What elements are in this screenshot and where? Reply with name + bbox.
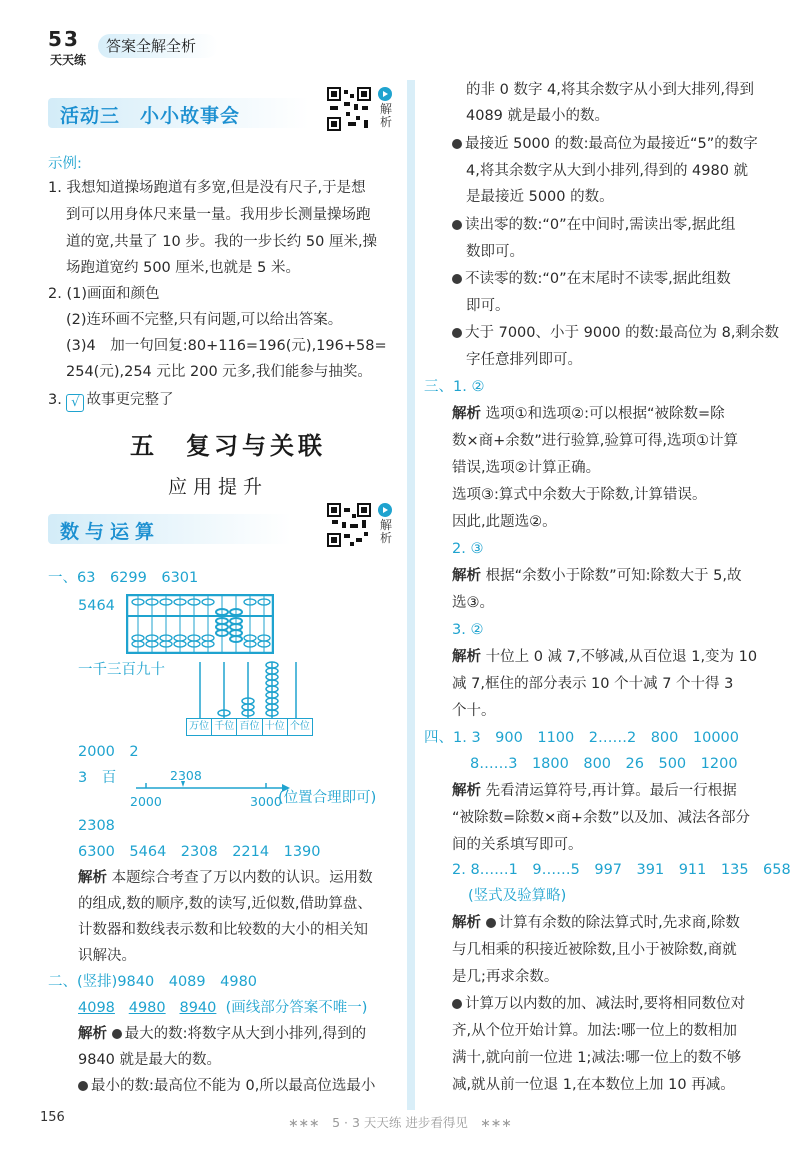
r-line5: 是最接近 5000 的数。 (466, 189, 614, 205)
s2-analysis-line2: 9840 就是最大的数。 (78, 1052, 222, 1068)
svg-text:5: 5 (48, 27, 62, 51)
s4-ana2-line1 (452, 913, 740, 933)
s2-line1 (48, 972, 257, 992)
subtitle: 应用提升 (168, 476, 269, 498)
footer-slogan: ∗∗∗ 5 · 3 天天练 进步看得见 ∗∗∗ (288, 1115, 512, 1130)
counter-label-wan: 万位 (187, 719, 212, 735)
bulb-icon (486, 918, 496, 928)
s3-ana1-line1 (452, 404, 725, 424)
counter-label-qian: 千位 (212, 719, 237, 735)
bulb-icon (452, 220, 462, 230)
s4-q1-row1 (424, 728, 739, 748)
bulb-icon (78, 1081, 88, 1091)
s4-ana2-line6: 满十,就向前一位进 1;减法:哪一位上的数不够 (452, 1050, 742, 1066)
bulb-icon (452, 274, 462, 284)
s4-q2-note: (竖式及验算略) (468, 888, 567, 904)
s4-ana2-line7: 减,就从前一位退 1,在本数位上加 10 再减。 (452, 1077, 735, 1093)
analysis-text: 大于 7000、小于 9000 的数:最高位为 8,剩余数 (465, 325, 779, 341)
qr-note: 解析 (379, 102, 392, 129)
s3-q3: 3. ② (452, 622, 484, 638)
header-pill: 答案全解全析 (98, 34, 218, 58)
s3-ana1-line2: 数×商+余数”进行验算,验算可得,选项①计算 (452, 433, 739, 449)
s1-3bai: 3 百 (78, 770, 117, 786)
qr-code-icon[interactable] (326, 502, 372, 548)
section-title: 数与运算 (60, 521, 161, 543)
s3-ana2-line2: 选③。 (452, 595, 494, 611)
s1-words: 一千三百九十 (78, 662, 165, 678)
counter-icon (186, 660, 314, 736)
s4-q1-row2: 8……3 1800 800 26 500 1200 (470, 756, 738, 772)
s2-underlined-1: 4098 (78, 1000, 115, 1016)
analysis-text: 先看清运算符号,再计算。最后一行根据 (485, 783, 737, 799)
analysis-label: 解析 (452, 783, 481, 799)
s2-head: 二、 (48, 974, 77, 990)
bulb-icon (452, 999, 462, 1009)
svg-text:天天练: 天天练 (50, 53, 87, 67)
s3-ana3-line1 (452, 647, 757, 667)
s3-head: 三、1. (424, 379, 467, 395)
analysis-label: 解析 (452, 915, 481, 931)
s3-ana3-line3: 个十。 (452, 703, 496, 719)
s3-q1 (424, 377, 484, 397)
s2-note: (画线部分答案不唯一) (225, 1000, 368, 1016)
s2-underlined-3: 8940 (179, 1000, 217, 1016)
r-line2: 4089 就是最小的数。 (466, 108, 610, 124)
s4-ana2-line3: 是几;再求余数。 (452, 969, 559, 985)
s4-ana1-line2: “被除数=除数×商+余数”以及加、减法各部分 (452, 810, 750, 826)
s2-line2 (78, 998, 367, 1018)
s4-ana1-line3: 间的关系填写即可。 (452, 837, 583, 853)
s1-5464: 5464 (78, 598, 115, 614)
bulb-icon (452, 139, 462, 149)
s3-ana3-line2: 减 7,框住的部分表示 10 个十减 7 个十得 3 (452, 676, 734, 692)
s1-line1: 一、63 6299 6301 (48, 570, 199, 586)
s4-q2: 2. 8……1 9……5 997 391 911 135 658 (452, 862, 791, 878)
page-number: 156 (40, 1110, 65, 1125)
q2-line3: (3)4 加一句回复:80+116=196(元),196+58= (66, 338, 387, 354)
analysis-label: 解析 (452, 568, 481, 584)
r-line1: 的非 0 数字 4,将其余数字从小到大排列,得到 (466, 82, 754, 98)
q1-line1: 1. 我想知道操场跑道有多宽,但是没有尺子,于是想 (48, 180, 366, 196)
q1-line4: 场跑道宽约 500 厘米,也就是 5 米。 (66, 260, 300, 276)
example-label: 示例: (48, 156, 82, 172)
s3-ana1-line5: 因此,此题选②。 (452, 514, 557, 530)
number-line-note: (位置合理即可) (278, 790, 377, 806)
s4-ana2-line5: 齐,从个位开始计算。加法:哪一位上的数相加 (452, 1023, 737, 1039)
s3-q2: 2. ③ (452, 541, 484, 557)
s1-row: 6300 5464 2308 2214 1390 (78, 844, 321, 860)
q2-line4: 254(元),254 元比 200 元多,我们能参与抽奖。 (66, 364, 372, 380)
q3-number: 3. (48, 392, 62, 408)
q3-text: 故事更完整了 (86, 392, 174, 408)
s1-analysis-line1 (78, 868, 373, 888)
counter-label-bai: 百位 (237, 719, 262, 735)
bulb-icon (112, 1029, 122, 1039)
s3-ana2-line1 (452, 566, 741, 586)
analysis-label: 解析 (78, 1026, 107, 1042)
s4-row1: 3 900 1100 2……2 800 10000 (471, 730, 740, 746)
q2-line1: 2. (1)画面和颜色 (48, 286, 160, 302)
q3-line (48, 390, 173, 412)
s4-ana2-line4 (452, 994, 745, 1014)
analysis-text: 本题综合考查了万以内数的认识。运用数 (111, 870, 373, 886)
qr-note: 解析 (379, 518, 392, 545)
analysis-label: 解析 (452, 649, 481, 665)
s1-2000: 2000 2 (78, 744, 139, 760)
number-line-right: 3000 (250, 794, 282, 809)
bulb-icon (452, 328, 462, 338)
s3-ana1-line3: 错误,选项②计算正确。 (452, 460, 601, 476)
q2-line2: (2)连环画不完整,只有问题,可以给出答案。 (66, 312, 343, 328)
analysis-text: 最接近 5000 的数:最高位为最接近“5”的数字 (465, 136, 758, 152)
r-line8 (452, 269, 731, 289)
s1-2308: 2308 (78, 818, 115, 834)
analysis-text: 计算有余数的除法算式时,先求商,除数 (498, 915, 740, 931)
analysis-text: 计算万以内数的加、减法时,要将相同数位对 (465, 996, 746, 1012)
r-line10 (452, 323, 779, 343)
qr-code-icon[interactable] (326, 86, 372, 132)
column-divider (407, 80, 415, 1110)
q1-line3: 道的宽,共量了 10 步。我的一步长约 50 厘米,操 (66, 234, 378, 250)
r-line4: 4,将其余数字从大到小排列,得到的 4980 就 (466, 163, 749, 179)
analysis-text: 根据“余数小于除数”可知:除数大于 5,故 (485, 568, 742, 584)
play-icon[interactable] (378, 503, 392, 517)
s2-analysis-line1 (78, 1024, 366, 1044)
s3-ana1-line4: 选项③:算式中余数大于除数,计算错误。 (452, 487, 707, 503)
s4-ana1-line1 (452, 781, 737, 801)
abacus-icon (126, 594, 274, 654)
r-line11: 字任意排列即可。 (466, 352, 582, 368)
r-line3 (452, 134, 758, 154)
analysis-text: 读出零的数:“0”在中间时,需读出零,据此组 (465, 217, 736, 233)
s4-head: 四、1. (424, 730, 467, 746)
analysis-label: 解析 (78, 870, 107, 886)
number-line-left: 2000 (130, 794, 162, 809)
number-line-mark: 2308 (170, 768, 202, 783)
check-icon: √ (66, 394, 84, 412)
counter-labels (186, 718, 313, 736)
q1-line2: 到可以用身体尺来量一量。我用步长测量操场跑 (66, 207, 371, 223)
counter-label-ge: 个位 (289, 721, 310, 732)
s2-analysis-line3 (78, 1076, 375, 1096)
s3-answer1: ② (471, 379, 485, 395)
analysis-text: 最大的数:将数字从大到小排列,得到的 (124, 1026, 367, 1042)
counter-label-shi: 十位 (263, 719, 288, 735)
s1-analysis-line3: 计数器和数线表示数和比较数的大小的相关知 (78, 922, 368, 938)
s2-underlined-2: 4980 (128, 1000, 166, 1016)
s4-ana2-line2: 与几相乘的积接近被除数,且小于被除数,商就 (452, 942, 737, 958)
s1-analysis-line2: 的组成,数的顺序,数的读写,近似数,借助算盘、 (78, 896, 372, 912)
analysis-text: 十位上 0 减 7,不够减,从百位退 1,变为 10 (485, 649, 758, 665)
s2-answers: (竖排)9840 4089 4980 (77, 974, 258, 990)
logo-icon (46, 24, 94, 68)
svg-text:3: 3 (64, 27, 78, 51)
analysis-text: 不读零的数:“0”在末尾时不读零,据此组数 (465, 271, 731, 287)
activity-title: 活动三 小小故事会 (60, 105, 241, 127)
analysis-text: 选项①和选项②:可以根据“被除数=除 (485, 406, 725, 422)
r-line7: 数即可。 (466, 244, 524, 260)
play-icon[interactable] (378, 87, 392, 101)
analysis-text: 最小的数:最高位不能为 0,所以最高位选最小 (91, 1078, 376, 1094)
chapter-title: 五 复习与关联 (130, 432, 326, 460)
s1-analysis-line4: 识解决。 (78, 948, 136, 964)
r-line9: 即可。 (466, 298, 510, 314)
analysis-label: 解析 (452, 406, 481, 422)
r-line6 (452, 215, 735, 235)
